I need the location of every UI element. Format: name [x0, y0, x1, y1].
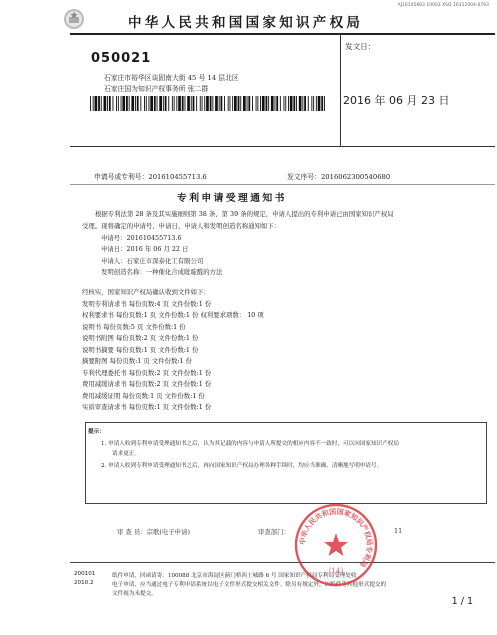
seal-center-text: (14) [328, 567, 344, 575]
filing-date: 申请日：2016 年 06 月 22 日 [101, 245, 189, 253]
footer-line3: 文件视为未提交。 [112, 591, 157, 597]
note-1-line1: 1. 申请人收到专利申请受理通知书之后，认为其记载的内容与申请人所提交的相应内容不一致时，可以向国家知识产权局 [101, 441, 399, 447]
form-code: 200101 [74, 571, 96, 577]
invention-title: 发明创造名称：一种催化合成吡啶醛的方法 [101, 268, 223, 276]
form-date: 2010.2 [74, 580, 94, 586]
serial-code: AJ16105803 10003 XSQ 16111004-0793 [397, 3, 489, 8]
document-item: 专利代理委托书 每份页数:2 页 文件份数:1 份 [82, 368, 212, 377]
document-item: 说明书摘要 每份页数:1 页 文件份数:1 份 [82, 345, 199, 354]
examiner: 审 查 员：宗歌(电子申请) [117, 528, 190, 536]
authority-name: 中华人民共和国国家知识产权局 [128, 15, 364, 31]
header-divider [340, 34, 341, 147]
reference-serial-no: 发文序号：2016062300540680 [287, 173, 391, 181]
document-item: 实质审查请求书 每份页数:1 页 文件份数:1 份 [82, 403, 212, 412]
recipient-address: 石家庄市裕华区谈固南大街 45 号 14 层北区 [104, 74, 239, 82]
recipient-agency: 石家庄国为知识产权事务所 张二群 [104, 85, 209, 93]
official-seal [294, 503, 378, 587]
postal-code: 050021 [91, 51, 152, 66]
note-2: 2. 申请人收到专利申请受理通知书之后，再向国家知识产权局办理各种手续时，均应当准确、清晰地写明申请号。 [101, 463, 383, 469]
dispatch-date-label: 发文日： [345, 42, 376, 51]
document-item: 权利要求书 每份页数:1 页 文件份数:1 份 权利要求项数： 10 项 [82, 311, 264, 320]
dispatch-date: 2016 年 06 月 23 日 [343, 94, 450, 107]
footer-rule [70, 562, 495, 563]
intro-line2: 受理。现将确定的申请号、申请日、申请人和发明创造名称通知如下： [82, 222, 281, 230]
department-label: 审查部门： [258, 528, 290, 536]
national-emblem-icon [63, 8, 85, 30]
notes-heading: 提示： [88, 429, 105, 435]
page-number: 1 / 1 [451, 596, 473, 607]
application-number: 申请号：201610455713.6 [101, 234, 182, 242]
notice-title: 专利申请受理通知书 [177, 193, 287, 204]
seal-ring-text: 中华人民共和国国家知识产权局专利局 [297, 506, 375, 570]
documents-heading: 经核实，国家知识产权局确认收到文件如下： [82, 288, 210, 296]
reference-rule [70, 184, 495, 185]
header-rule [70, 33, 495, 35]
barcode [90, 96, 326, 111]
department-code: 11 [394, 527, 403, 535]
document-item: 说明书附图 每份页数:2 页 文件份数:1 份 [82, 334, 199, 343]
reference-application-no: 申请号或专利号：201610455713.6 [94, 173, 207, 181]
footer-line2: 电子申请，应当通过电子专利申请系统以电子文件形式提交相关文件。除另有规定外，以纸件等其他形式提交的 [112, 582, 387, 588]
note-1-line2: 请求更正。 [112, 451, 140, 457]
document-item: 说明书 每份页数:5 页 文件份数:1 份 [82, 322, 186, 331]
address-rule [70, 146, 495, 147]
intro-line1: 根据专利法第 28 条及其实施细则第 38 条、第 39 条的规定，申请人提出的专利申请已由国家知识产权局 [95, 210, 394, 218]
document-item: 发明专利请求书 每份页数:4 页 文件份数:1 份 [82, 300, 212, 308]
document-item: 费用减缓请求书 每份页数:2 页 文件份数:1 份 [82, 380, 212, 389]
document-item: 摘要附图 每份页数:1 页 文件份数:1 份 [82, 357, 193, 366]
applicant-name: 申请人：石家庄市深泰化工有限公司 [101, 257, 204, 265]
footer-line1: 纸件申请，回函请寄：100088 北京市海淀区蓟门桥西土城路 6 号 国家知识产权局专利局受理处收 [112, 573, 357, 579]
document-item: 费用减缓证明 每份页数:1 页 文件份数:1 份 [82, 391, 205, 400]
